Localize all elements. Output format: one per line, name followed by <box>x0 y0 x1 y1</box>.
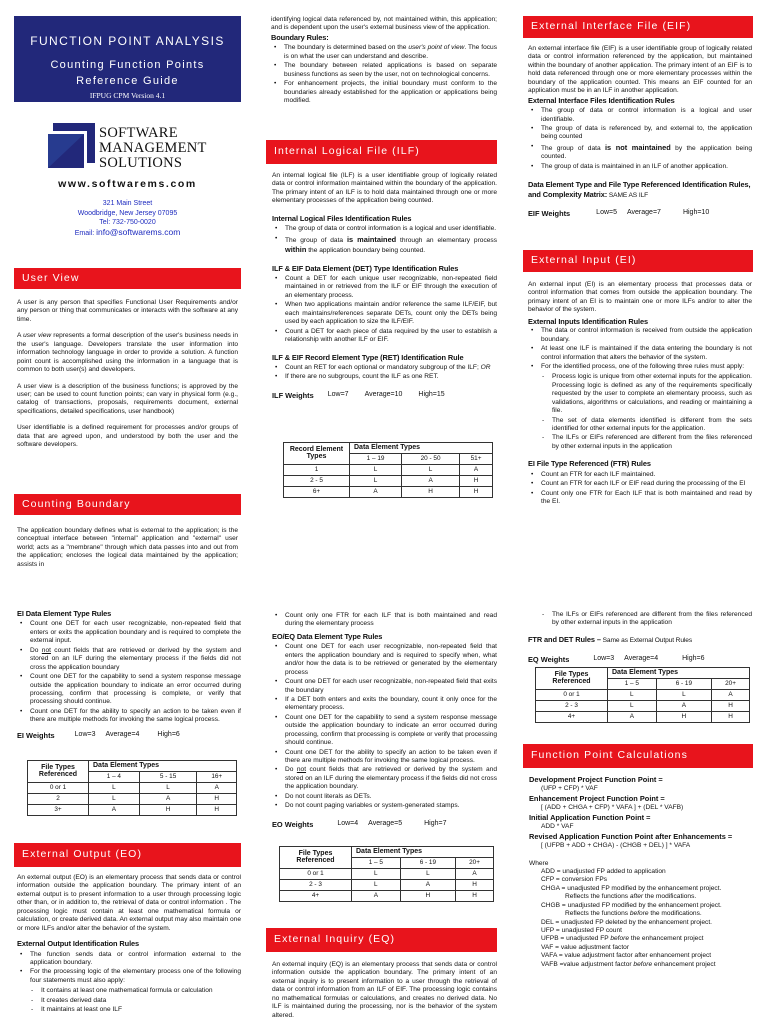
matrix-cell: Data Element Types <box>89 761 237 772</box>
ei-complexity-matrix <box>27 760 237 816</box>
matrix-cell: File Types Referenced <box>536 668 608 690</box>
matrix-cell: Data Element Types <box>608 668 750 679</box>
matrix-cell: 0 or 1 <box>536 690 608 701</box>
matrix-cell: L <box>350 465 402 476</box>
matrix-cell: 1 <box>284 465 350 476</box>
eo-heading: External Output (EO) <box>14 843 241 867</box>
matrix-cell: H <box>400 891 455 902</box>
ret-complexity-matrix <box>283 442 493 498</box>
eq-complexity-matrix <box>535 667 750 723</box>
ei-heading: External Input (EI) <box>523 250 753 272</box>
matrix-cell: H <box>402 487 460 498</box>
matrix-cell: 2 - 5 <box>284 476 350 487</box>
matrix-cell: 20 - 50 <box>402 454 460 465</box>
title-banner <box>14 16 241 102</box>
matrix-cell: H <box>460 476 493 487</box>
matrix-cell: L <box>400 869 455 880</box>
eq-heading: External Inquiry (EQ) <box>266 928 497 952</box>
matrix-cell: H <box>197 794 237 805</box>
eif-weights: EIF Weights Low=5 Average=7 High=10 <box>528 209 710 219</box>
matrix-cell: 4+ <box>280 891 352 902</box>
ei-weights: EI Weights Low=3 Average=4 High=6 <box>17 730 180 740</box>
matrix-cell: A <box>712 690 750 701</box>
eif-section: An external interface file (EIF) is a user identifiable group of logically related data or control information referenced by the application, but maintained within the boundary of another application. The primary intent of an EIF is to hold data referenced through one or more elementary processes within the boundary of the application counted. This means an EIF counted for an application must be in an ILF in another application. External Interface Files Identification Rules • The group of data or control information is a logical and user identifiable. • The group of data is referenced by, and external to, the application being counted • The group of data is not maintained by the application being counted. • The group of data is maintained in an ILF of another application. Data Element Type and File Type Referenced Identification Rules, and Complexity Matrix: SAME AS ILF EIF Weights Low=5 Average=7 High=10 <box>528 45 752 240</box>
eo-weights: EO Weights Low=4 Average=5 High=7 <box>272 819 447 829</box>
doc-subtitle-2: Reference Guide <box>76 75 179 88</box>
eq-section: An external inquiry (EQ) is an elementary process that sends data or control information outside the application boundary. The primary intent of an external inquiry is to present information to a user through the retrieval of data or control information from an ILF of EIF. The processing logic contains no mathematical formulas or calculations, and creates no derived data. No ILF is maintained during the processing, nor is the behavior of the system altered. <box>272 961 497 1019</box>
matrix-cell: A <box>139 794 197 805</box>
ilf-weights: ILF Weights Low=7 Average=10 High=15 <box>272 390 445 400</box>
company-name: SOFTWARE MANAGEMENT SOLUTIONS <box>99 125 207 171</box>
counting-boundary-heading: Counting Boundary <box>14 494 241 515</box>
matrix-cell: H <box>712 701 750 712</box>
matrix-cell: L <box>656 690 711 701</box>
matrix-cell: L <box>608 690 657 701</box>
doc-title: FUNCTION POINT ANALYSIS <box>30 34 225 48</box>
company-website[interactable]: www.softwarems.com <box>58 178 197 190</box>
matrix-cell: 4+ <box>536 712 608 723</box>
matrix-cell: L <box>352 880 401 891</box>
telephone: Tel: 732-750-0020 <box>99 219 156 227</box>
matrix-cell: L <box>89 794 140 805</box>
matrix-cell: H <box>456 880 494 891</box>
counting-boundary-section: The application boundary defines what is external to the application; is the conceptual interface between "internal" application and "external" user world; acts as a "membrane" through which data passes into and out from the application; encloses the logical data maintained by the application; assists in <box>17 527 238 568</box>
matrix-cell: Data Element Types <box>350 443 493 454</box>
matrix-cell: File Types Referenced <box>280 847 352 869</box>
matrix-cell: A <box>400 880 455 891</box>
matrix-cell: A <box>460 465 493 476</box>
matrix-cell: 20+ <box>712 679 750 690</box>
address-line-1: 321 Main Street <box>102 200 153 207</box>
matrix-cell: A <box>197 783 237 794</box>
user-view-section: A user is any person that specifies Functional User Requirements and/or any person or thing that communicates or interacts with the software at any time. A user view represents a formal description of the user's business needs in the user's language. Developers translate the user information into information technology language in order to provide a solution. A function point count is accomplished using the information in a language that is common to both user(s) and developers. A user view is a description of the business functions; is approved by the user; can be used to count function points; can vary in physical form (e.g., catalog of transactions, proposals, requirements document, external specifications, detailed specifications, user handbook) User identifiable is a defined requirement for processes and/or groups of data that are agreed upon, and understood by both the user and the software developers. <box>17 299 238 449</box>
eif-heading: External Interface File (EIF) <box>523 16 753 38</box>
matrix-cell: 6 - 19 <box>656 679 711 690</box>
ei-ftr-continued: - The ILFs or EIFs referenced are different from the files referenced by other external inputs in the application FTR and DET Rules – Same as External Output Rules EQ Weights Low=3 Average=4 High=6 <box>528 611 752 666</box>
email-line: Email: info@softwarems.com <box>74 226 181 237</box>
matrix-cell: A <box>402 476 460 487</box>
matrix-cell: A <box>89 805 140 816</box>
matrix-cell: 20+ <box>456 858 494 869</box>
matrix-cell: A <box>656 701 711 712</box>
matrix-cell: A <box>456 869 494 880</box>
matrix-cell: 51+ <box>460 454 493 465</box>
eo-section: An external output (EO) is an elementary process that sends data or control information outside the application boundary. The primary intent of an external output is to present information to a user through processing logic other than, or in addition to, the retrieval of data or control information . The processing logic must contain at least one mathematical formula or calculation, or create derived data. An external output may also maintain one or more ILFs and/or alter the behavior of the system. External Output Identification Rules • The function sends data or control information external to the application boundary. • For the processing logic of the elementary process one of the following four statements must also apply: - It contains at least one mathematical formula or calculation - It creates derived data - It maintains at least one ILF <box>17 874 241 1024</box>
eo-complexity-matrix <box>279 846 494 902</box>
matrix-cell: 6 - 19 <box>400 858 455 869</box>
matrix-cell: 0 or 1 <box>280 869 352 880</box>
email-link[interactable]: info@softwarems.com <box>96 226 181 237</box>
matrix-cell: Record Element Types <box>284 443 350 465</box>
company-contact <box>20 199 235 238</box>
doc-version: IFPUG CPM Version 4.1 <box>89 90 166 100</box>
matrix-cell: 16+ <box>197 772 237 783</box>
matrix-cell: H <box>139 805 197 816</box>
matrix-cell: L <box>402 465 460 476</box>
matrix-cell: H <box>197 805 237 816</box>
matrix-cell: L <box>350 476 402 487</box>
matrix-cell: H <box>460 487 493 498</box>
matrix-cell: A <box>608 712 657 723</box>
address-line-2: Woodbridge, New Jersey 07095 <box>77 209 178 217</box>
ilf-section: An internal logical file (ILF) is a user identifiable group of logically related data or control information maintained within the boundary of the application. The primary intent of an ILF is to hold data maintained through one or more elementary processes of the application being counted. Internal Logical Files Identification Rules • The group of data or control information is a logical and user identifiable. • The group of data is maintained through an elementary process within the application boundary being counted. ILF & EIF Data Element (DET) Type Identification Rules • Count a DET for each unique user recognizable, non-repeated field maintained in or retrieved from the ILF or EIF through the execution of an elementary process. • When two applications maintain and/or reference the same ILF/EIF, but each maintains/references separate DETs, count only the DETs being used by each application to size the ILF/EIF. • Count a DET for each piece of data required by the user to establish a relationship with another ILF or EIF. ILF & EIF Record Element Type (RET) Identification Rule • Count an RET for each optional or mandatory subgroup of the ILF; OR • If there are no subgroups, count the ILF as one RET. ILF Weights Low=7 Average=10 High=15 <box>272 172 497 440</box>
fp-calculations-section: Development Project Function Point = (UFP + CFP) * VAF Enhancement Project Function Point = [ (ADD + CHGA + CFP) * VAFA ] + (DEL * VAFB) Initial Application Function Point = ADD * VAF Revised Application Function Point after Enhancements = [ (UFPB + ADD + CHGA) - (CHGB + DEL) ] * VAFA Where ADD = unadjusted FP added to application CFP = conversion FPs CHGA = unadjusted FP modified by the enhancement project. Reflects the functions after the modifications. CHGB = unadjusted FP modified by the enhancement project. Reflects the functions before the modifications. DEL = unadjusted FP deleted by the enhancement project. UFP = unadjusted FP count UFPB = unadjusted FP before the enhancement project VAF = value adjustment factor VAFA = value adjustment factor after enhancement project VAFB =value adjustment factor before enhancement project <box>529 775 733 968</box>
matrix-cell: 2 - 3 <box>280 880 352 891</box>
matrix-cell: H <box>656 712 711 723</box>
boundary-rules-section: identifying logical data referenced by, not maintained within, this application; and is dependent upon the user's external business view of the application. Boundary Rules: • The boundary is determined based on the user's point of view. The focus is on what the user can understand and describe. • The boundary between related applications is based on separate business functions as seen by the user, not on technological concerns. • For enhancement projects, the initial boundary must conform to the boundaries already established for the application or applications being modified. <box>271 16 497 130</box>
matrix-cell: Data Element Types <box>352 847 494 858</box>
matrix-cell: 6+ <box>284 487 350 498</box>
ei-section: An external input (EI) is an elementary process that processes data or control information that comes from outside the application boundary. The primary intent of an EI is to maintain one or more ILFs and/or to alter the behavior of the system. External Inputs Identification Rules • The data or control information is received from outside the application boundary. • At least one ILF is maintained if the data entering the boundary is not control information that alters the behavior of the system. • For the identified process, one of the following three rules must apply: - Process logic is unique from other external inputs for the application. Processing logic is defined as any of the requirements specifically requested by the user to complete an elementary process, such as validations, algorithms or calculations, and reading or maintaining a file. - The set of data elements identified is different from the sets identified for other external inputs for the application. - The ILFs or EIFs referenced are different from the files referenced by other external inputs in the application EI File Type Referenced (FTR) Rules • Count an FTR for each ILF maintained. • Count an FTR for each ILF or EIF read during the processing of the EI • Count only one FTR for Each ILF that is both maintained and read by the EI. <box>528 281 752 543</box>
fp-calculations-heading: Function Point Calculations <box>523 744 753 768</box>
user-view-heading: User View <box>14 268 241 289</box>
ei-det-section: EI Data Element Type Rules • Count one DET for each user recognizable, non-repeated field that enters or exits the application boundary and is required to complete the external input. • Do not count fields that are retrieved or derived by the system and stored on an ILF during the elementary process if the fields did not cross the application boundary • Count one DET for the capability to send a system response message outside the application boundary to indicate an error occurred during processing, confirm that processing is complete, or verify that processing should continue. • Count one DET for the ability to specify an action to be taken even if there are multiple methods for invoking the same logical process. EI Weights Low=3 Average=4 High=6 <box>17 609 241 761</box>
matrix-cell: 0 or 1 <box>28 783 89 794</box>
matrix-cell: L <box>139 783 197 794</box>
matrix-cell: H <box>712 712 750 723</box>
matrix-cell: A <box>352 891 401 902</box>
matrix-cell: 2 - 3 <box>536 701 608 712</box>
eq-weights: EQ Weights Low=3 Average=4 High=6 <box>528 655 705 665</box>
matrix-cell: L <box>608 701 657 712</box>
ilf-heading: Internal Logical File (ILF) <box>266 140 497 164</box>
matrix-cell: 1 – 4 <box>89 772 140 783</box>
logo-mark-icon <box>45 123 95 171</box>
matrix-cell: 3+ <box>28 805 89 816</box>
matrix-cell: L <box>89 783 140 794</box>
eo-eq-det-section: • Count only one FTR for each ILF that is both maintained and read during the elementary process EO/EQ Data Element Type Rules • Count one DET for each user recognizable, non-repeated field that enters the application boundary and is required to specify when, what and/or how the data is to be retrieved or generated by the elementary process • Count one DET for each user recognizable, non-repeated field that exits the boundary • If a DET both enters and exits the boundary, count it only once for the elementary process. • Count one DET for the capability to send a system response message outside the application boundary to indicate an error occurred during processing, confirm that processing is complete or verify that processing should continue. • Count one DET for the ability to specify an action to be taken even if there are multiple methods for invoking the same logical process. • Do not count fields that are retrieved or derived by the system and stored on an ILF during the elementary process if the fields did not cross the application boundary. • Do not count literals as DETs. • Do not count paging variables or system-generated stamps. EO Weights Low=4 Average=5 High=7 <box>272 612 497 844</box>
matrix-cell: H <box>456 891 494 902</box>
company-logo <box>45 123 95 171</box>
matrix-cell: 2 <box>28 794 89 805</box>
matrix-cell: L <box>352 869 401 880</box>
matrix-cell: File Types Referenced <box>28 761 89 783</box>
doc-subtitle-1: Counting Function Points <box>50 59 205 72</box>
matrix-cell: 1 – 19 <box>350 454 402 465</box>
matrix-cell: 5 - 15 <box>139 772 197 783</box>
matrix-cell: A <box>350 487 402 498</box>
matrix-cell: 1 – 5 <box>352 858 401 869</box>
matrix-cell: 1 – 5 <box>608 679 657 690</box>
